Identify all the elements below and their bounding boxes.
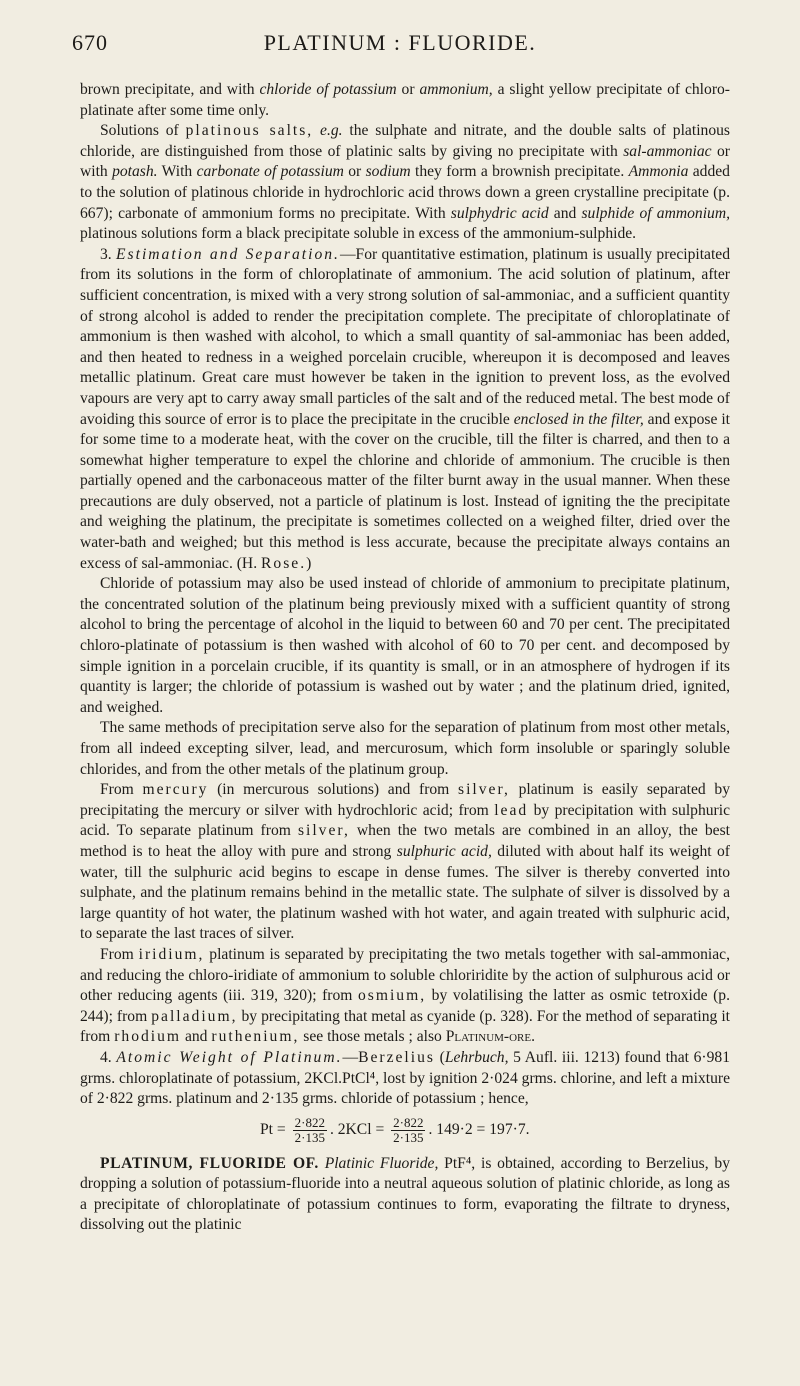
paragraph-chloride-potassium: Chloride of potassium may also be used instead of chloride of ammonium to precipitate platinum, the concentrated solution of the platinum being previously mixed with a sufficient quantity of strong alcohol to bring the percentage of alcohol in the liquid to between 60 and 70 per cent. The precipitated chloro-platinate of potassium is then washed with alcohol of 60 to 70 per cent. and decomposed by simple ignition in a porcelain crucible, if its quantity is small, or in an atmosphere of hydrogen if its quantity is larger; the chloride of potassium is washed out by water ; and the platinum dried, ignited, and weighed. <box>80 575 730 716</box>
page-header <box>0 28 800 68</box>
entry-heading-fluoride: PLATINUM, FLUORIDE OF. <box>100 1154 319 1172</box>
paragraph-separation-methods: The same methods of precipitation serve also for the separation of platinum from most other metals, from all indeed excepting silver, lead, and mercurosum, which form insoluble or sparingly soluble chlorides, and from the other metals of the platinum group. <box>80 719 730 778</box>
section-heading-estimation: Estimation and Separation. <box>116 245 340 263</box>
paragraph-iridium: From iridium, platinum is separated by precipitating the two metals together with sal-ammoniac, and reducing the chloro-iridiate of ammonium to soluble chloriridite by the action of sulphurous acid or other reducing agents (iii. 319, 320); from osmium, by volatilising the latter as osmic tetroxide (p. 244); from palladium, by precipitating that metal as cyanide (p. 328). For the method of separating it from rhodium and ruthenium, see those metals ; also Platinum-ore. <box>80 945 731 1046</box>
paragraph-estimation: 3. Estimation and Separation.—For quantitative estimation, platinum is usually precipitated from its solutions in the form of chloroplatinate of ammonium. The acid solution of platinum, after sufficient concentration, is mixed with a very strong solution of sal-ammoniac, and a sufficient quantity of strong alcohol is added to render the precipitation complete. The precipitate of chloroplatinate of ammonium is then washed with alcohol, to which a small quantity of sal-ammoniac has been added, and then heated to redness in a weighed porcelain crucible, whereupon it is decomposed and leaves metallic platinum. Great care must however be taken in the ignition to prevent loss, as the evolved vapours are very apt to carry away small particles of the salt and of the reduced metal. The best mode of avoiding this source of error is to place the precipitate in the crucible enclosed in the filter, and expose it for some time to a moderate heat, with the cover on the crucible, till the filter is charred, and then to a somewhat higher temperature to expel the chlorine and chloride of ammonium. The crucible is then partially opened and the carbonaceous matter of the filter burnt away in the usual manner. When these precautions are duly observed, not a particle of platinum is lost. Instead of igniting the the precipitate and weighing the platinum, the precipitate is sometimes collected on a weighed filter, dried over the water-bath and weighed; but this method is less accurate, because the precipitate always contains an excess of sal-ammoniac. (H. Rose.) <box>80 245 731 572</box>
paragraph-atomic-weight: 4. Atomic Weight of Platinum.—Berzelius (Lehrbuch, 5 Aufl. iii. 1213) found that 6·981 grms. chloroplatinate of potassium, 2KCl.PtCl⁴, lost by ignition 2·024 grms. chlorine, and left a mixture of 2·822 grms. platinum and 2·135 grms. chloride of potassium ; hence, <box>80 1048 730 1108</box>
page-number: 670 <box>72 30 108 55</box>
paragraph-fluoride: PLATINUM, FLUORIDE OF. Platinic Fluoride, PtF⁴, is obtained, according to Berzelius, by dropping a solution of potassium-fluoride into a neutral aqueous solution of platinic chloride, as long as a precipitate of chloroplatinate of potassium continues to form, evaporating the filtrate to dryness, dissolving out the platinic <box>80 1154 730 1234</box>
atomic-weight-equation: Pt = $\frac{2\cdot 822}{2\cdot 135}$ . 2KCl = $\frac{2\cdot 822}{2\cdot 135}$ . 149·2 = 197·7. <box>260 1114 530 1145</box>
body-text <box>80 80 730 1236</box>
section-heading-atomic-weight: Atomic Weight of Platinum. <box>116 1048 343 1066</box>
fraction-1: $\frac{2\cdot 822}{2\cdot 135}$ <box>294 1114 325 1145</box>
paragraph-platinous-salts: Solutions of platinous salts, e.g. the sulphate and nitrate, and the double salts of platinous chloride, are distinguished from those of platinic salts by giving no precipitate with sal-ammoniac or with potash. With carbonate of potassium or sodium they form a brownish precipitate. Ammonia added to the solution of platinous chloride in hydrochloric acid throws down a green crystalline precipitate (p. 667); carbonate of ammonium forms no precipitate. With sulphydric acid and sulphide of ammonium, platinous solutions form a black precipitate soluble in excess of the ammonium-sulphide. <box>80 122 730 243</box>
paragraph-mercury-silver: From mercury (in mercurous solutions) and from silver, platinum is easily separated by precipitating the mercury or silver with hydrochloric acid; from lead by precipitation with sulphuric acid. To separate platinum from silver, when the two metals are combined in an alloy, the best method is to heat the alloy with pure and strong sulphuric acid, diluted with about half its weight of water, till the sulphuric acid begins to escape in dense fumes. The silver is thereby converted into sulphate, and the platinum remains behind in the metallic state. The sulphate of silver is dissolved by a large quantity of hot water, the platinum washed with hot water, and again treated with sulphuric acid, to separate the last traces of silver. <box>80 781 731 943</box>
paragraph-1: brown precipitate, and with chloride of potassium or ammonium, a slight yellow precipitate of chloro-platinate after some time only. <box>80 81 730 119</box>
running-title: PLATINUM : FLUORIDE. <box>263 30 537 55</box>
fraction-2: $\frac{2\cdot 822}{2\cdot 135}$ <box>393 1114 424 1145</box>
